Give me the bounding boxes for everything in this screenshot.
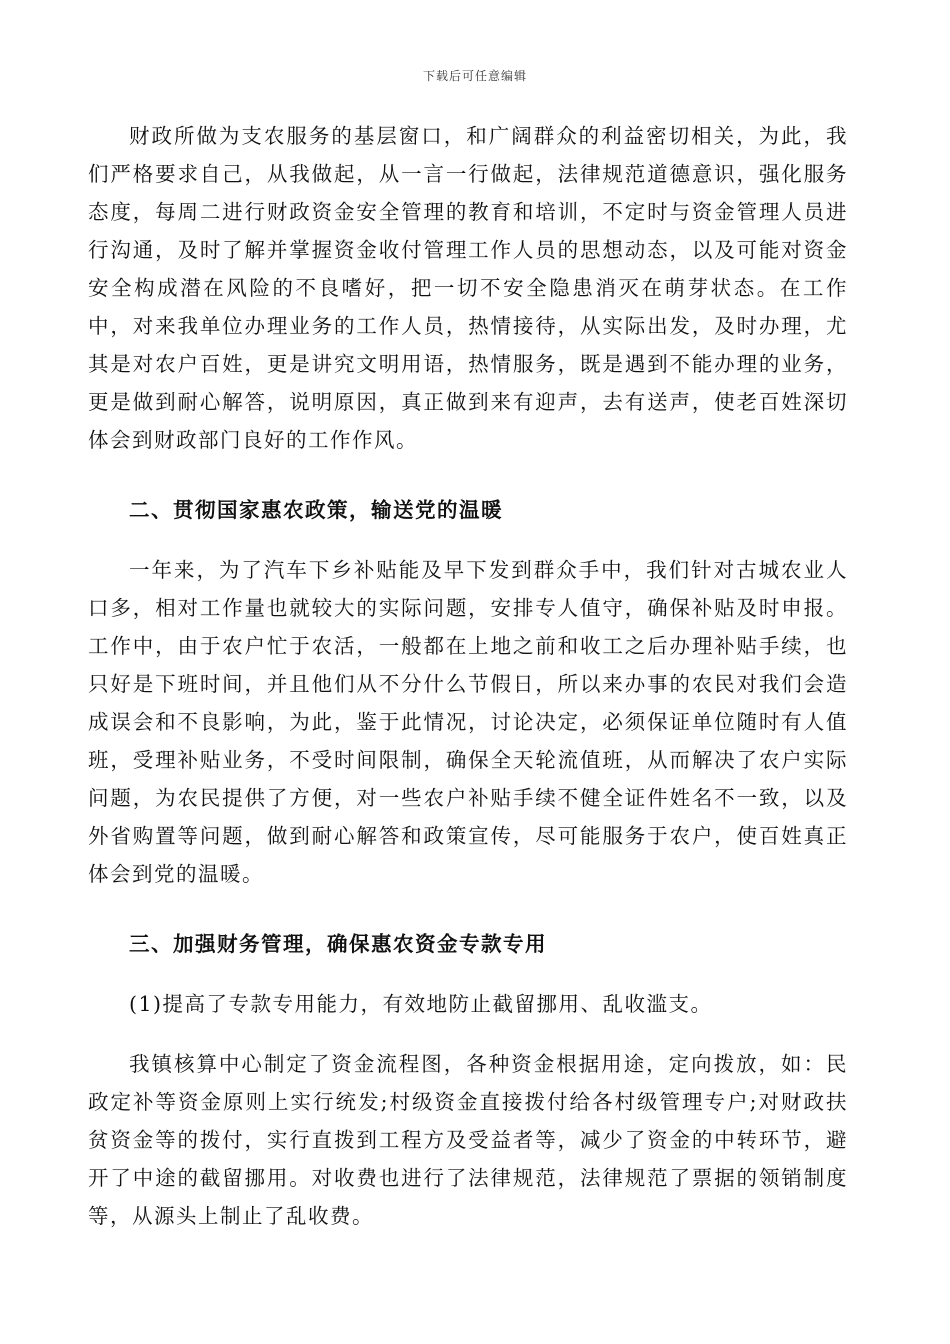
paragraph-service-attitude: 财政所做为支农服务的基层窗口，和广阔群众的利益密切相关，为此，我们严格要求自己，从我做起，从一言一行做起，法律规范道德意识，强化服务态度，每周二进行财政资金安全管理的教育和培训，不定时与资金管理人员进行沟通，及时了解并掌握资金收付管理工作人员的思想动态，以及可能对资金安全构成潜在风险的不良嗜好，把一切不安全隐患消灭在萌芽状态。在工作中，对来我单位办理业务的工作人员，热情接待，从实际出发，及时办理，尤其是对农户百姓，更是讲究文明用语，热情服务，既是遇到不能办理的业务，更是做到耐心解答，说明原因，真正做到来有迎声，去有送声，使老百姓深切体会到财政部门良好的工作作风。 bbox=[88, 124, 848, 452]
header-note: 下载后可任意编辑 bbox=[422, 69, 527, 83]
section-heading-3: 三、加强财务管理，确保惠农资金专款专用 bbox=[129, 932, 547, 956]
paragraph-fund-management: 我镇核算中心制定了资金流程图，各种资金根据用途，定向拨放，如：民政定补等资金原则上实行统发;村级资金直接拨付给各村级管理专户;对财政扶贫资金等的拨付，实行直拨到工程方及受益者等，减少了资金的中转环节，避开了中途的截留挪用。对收费也进行了法律规范，法律规范了票据的领销制度等，从源头上制止了乱收费。 bbox=[88, 1052, 848, 1228]
section-heading-2: 二、贯彻国家惠农政策，输送党的温暖 bbox=[129, 498, 503, 522]
list-item-1: (1)提高了专款专用能力，有效地防止截留挪用、乱收滥支。 bbox=[129, 992, 713, 1016]
paragraph-subsidy-service: 一年来，为了汽车下乡补贴能及早下发到群众手中，我们针对古城农业人口多，相对工作量也就较大的实际问题，安排专人值守，确保补贴及时申报。工作中，由于农户忙于农活，一般都在上地之前和收工之后办理补贴手续，也只好是下班时间，并且他们从不分什么节假日，所以来办事的农民对我们会造成误会和不良影响，为此，鉴于此情况，讨论决定，必须保证单位随时有人值班，受理补贴业务，不受时间限制，确保全天轮流值班，从而解决了农户实际问题，为农民提供了方便，对一些农户补贴手续不健全证件姓名不一致，以及外省购置等问题，做到耐心解答和政策宣传，尽可能服务于农户，使百姓真正体会到党的温暖。 bbox=[88, 558, 848, 886]
document-body bbox=[88, 117, 848, 1235]
